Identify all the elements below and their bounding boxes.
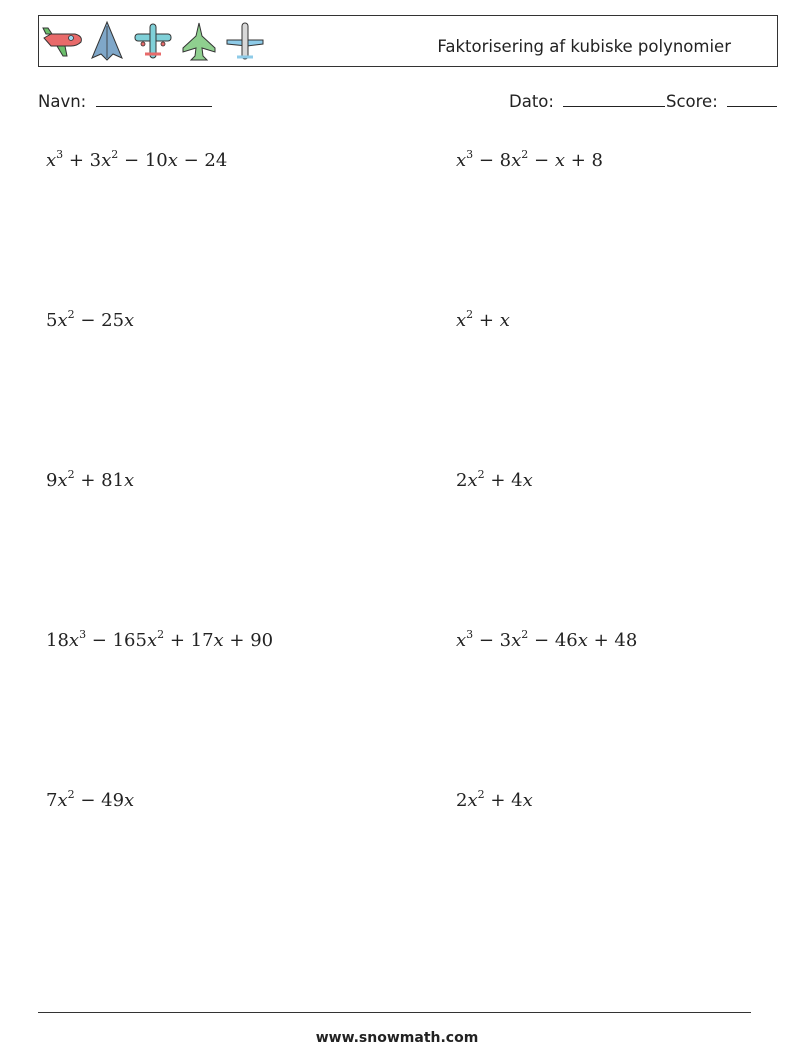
exponent: 2 — [157, 628, 165, 641]
term: − 25 — [74, 310, 125, 331]
variable: x — [57, 310, 68, 331]
variable: x — [46, 150, 57, 171]
exponent: 2 — [477, 788, 485, 801]
term: − 10 — [118, 150, 168, 171]
term: + 81 — [74, 470, 125, 491]
problem-3 — [46, 310, 134, 331]
variable: x — [124, 310, 135, 331]
fighter-jet-icon — [179, 20, 219, 64]
problem-6 — [456, 470, 533, 491]
variable: x — [101, 150, 112, 171]
variable: x — [456, 150, 467, 171]
exponent: 2 — [477, 468, 485, 481]
score-label: Score: — [666, 92, 718, 111]
variable: x — [456, 310, 467, 331]
variable: x — [499, 310, 510, 331]
term: + 48 — [587, 630, 638, 651]
variable: x — [467, 470, 478, 491]
term: − 3 — [473, 630, 512, 651]
term: 5 — [46, 310, 58, 331]
term: 7 — [46, 790, 58, 811]
variable: x — [522, 790, 533, 811]
airplane-icon — [131, 20, 175, 64]
name-field[interactable] — [38, 92, 212, 111]
term: + 4 — [484, 470, 523, 491]
problem-4 — [456, 310, 510, 331]
problem-8 — [456, 630, 637, 651]
worksheet-header — [38, 15, 778, 67]
problem-10 — [456, 790, 533, 811]
exponent: 2 — [466, 308, 474, 321]
variable: x — [57, 790, 68, 811]
exponent: 2 — [67, 468, 75, 481]
problem-2 — [456, 150, 603, 171]
term: 2 — [456, 470, 468, 491]
term: + 90 — [223, 630, 274, 651]
exponent: 3 — [79, 628, 87, 641]
variable: x — [511, 630, 522, 651]
score-field[interactable] — [666, 92, 777, 111]
exponent: 2 — [521, 628, 529, 641]
problem-1 — [46, 150, 227, 171]
term: + 17 — [164, 630, 214, 651]
term: − 46 — [528, 630, 578, 651]
score-line[interactable] — [727, 92, 777, 107]
variable: x — [124, 790, 135, 811]
date-label: Dato: — [509, 92, 554, 111]
worksheet-title: Faktorisering af kubiske polynomier — [437, 37, 731, 56]
term: 18 — [46, 630, 69, 651]
variable: x — [467, 790, 478, 811]
term: − 8 — [473, 150, 512, 171]
variable: x — [57, 470, 68, 491]
exponent: 3 — [466, 628, 474, 641]
variable: x — [124, 470, 135, 491]
variable: x — [68, 630, 80, 651]
name-label: Navn: — [38, 92, 87, 111]
airplane-icon — [223, 20, 267, 64]
variable: x — [213, 630, 224, 651]
variable: x — [167, 150, 178, 171]
exponent: 2 — [67, 788, 75, 801]
term: − — [528, 150, 555, 171]
exponent: 3 — [466, 148, 474, 161]
footer-divider — [38, 1012, 751, 1013]
date-line[interactable] — [563, 92, 665, 107]
name-line[interactable] — [96, 92, 212, 107]
variable: x — [577, 630, 588, 651]
problem-7 — [46, 630, 273, 651]
variable: x — [522, 470, 533, 491]
problem-9 — [46, 790, 134, 811]
variable: x — [511, 150, 522, 171]
term: 9 — [46, 470, 58, 491]
term: − 165 — [86, 630, 147, 651]
term: + 4 — [484, 790, 523, 811]
exponent: 3 — [56, 148, 64, 161]
term: + — [473, 310, 500, 331]
exponent: 2 — [111, 148, 119, 161]
term: 2 — [456, 790, 468, 811]
date-field[interactable] — [509, 92, 665, 111]
exponent: 2 — [67, 308, 75, 321]
exponent: 2 — [521, 148, 529, 161]
jet-icon — [89, 20, 125, 64]
problem-5 — [46, 470, 134, 491]
variable: x — [554, 150, 565, 171]
airplane-icon — [41, 20, 85, 64]
footer-url[interactable]: www.snowmath.com — [315, 1030, 479, 1046]
term: + 3 — [63, 150, 102, 171]
term: − 24 — [177, 150, 228, 171]
variable: x — [146, 630, 158, 651]
term: + 8 — [564, 150, 603, 171]
term: − 49 — [74, 790, 125, 811]
variable: x — [456, 630, 467, 651]
